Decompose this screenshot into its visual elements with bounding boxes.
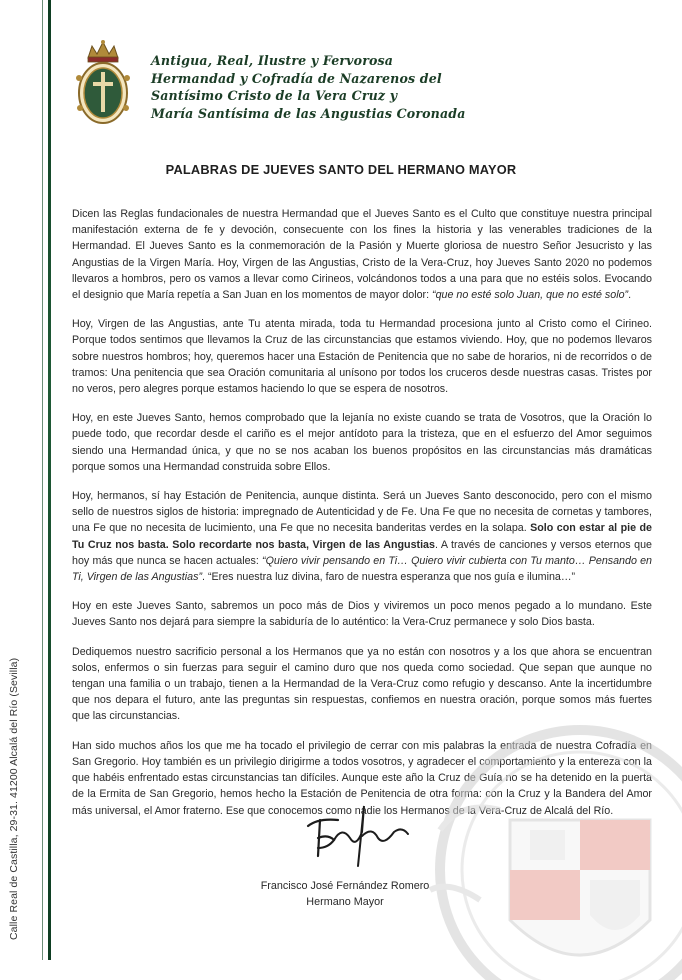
signer-name: Francisco José Fernández Romero: [260, 880, 430, 892]
brotherhood-crest-icon: [74, 38, 132, 128]
brotherhood-name-line: María Santísima de las Angustias Coronada: [151, 105, 466, 121]
paragraph-5: Hoy en este Jueves Santo, sabremos un poco más de Dios y viviremos un poco menos pegado a lo mundano. Este Jueves Santo nos dejará para siempre la sabiduría de lo auténtico: la Vera-Cruz permanece y solo Dios basta.: [72, 600, 652, 629]
paragraph-4: [72, 488, 652, 585]
paragraph-1-quote: “que no esté solo Juan, que no esté solo”: [432, 289, 629, 302]
paragraph-7: Han sido muchos años los que me ha tocado el privilegio de cerrar con mis palabras la entrada de nuestra Cofradía en San Gregorio. Hoy también es un privilegio dirigirme a todos vosotros, y agradecer el comportamiento y la entereza con la que habéis enfrentado estas circunstancias tan difíciles. Aunque este año la Cruz de Guía no se ha detenido en la puerta de la Ermita de San Gregorio, hemos hecho la Estación de Penitencia de otra forma: con la Cruz y la Bandera del Amor más universal, el Amor fraterno. Ese que conocemos como nadie los Hermanos de la Vera-Cruz de Alcalá del Río.: [72, 739, 652, 817]
paragraph-1-end: .: [628, 289, 632, 302]
coat-of-arms-watermark-icon: [380, 690, 682, 980]
paragraph-6: Dediquemos nuestro sacrificio personal a los Hermanos que ya no están con nosotros y a los que ahora se encuentran solos, enfermos o sin fuerzas para seguir el camino duro que nos queda como sociedad. Que sepan que aunque no tengan una familia o un trabajo, tienen a la Hermandad de la Vera-Cruz como refugio y descanso. Ante la incertidumbre que nos depara el futuro, ante las preguntas sin respuestas, confiemos en nuestra oración, porque somos más fuertes que las circunstancias.: [72, 645, 652, 723]
brotherhood-name-line: Hermandad y Cofradía de Nazarenos del: [151, 70, 442, 86]
thin-margin-rule: [42, 0, 43, 960]
paragraph-1-text: Dicen las Reglas fundacionales de nuestra Hermandad que el Jueves Santo es el Culto que constituye nuestra principal manifestación externa de fe y devoción, consecuente con los fines la historia y las venerables tradiciones de la Hermandad. El Jueves Santo es la conmemoración de la Pasión y Muerte gloriosa de nuestro Señor Jesucristo y las Angustias de la Virgen María. Hoy, Virgen de las Angustias, Cristo de la Vera-Cruz, hoy Jueves Santo 2020 no podemos llevaros a hombros, pero os vamos a llevar como Cirineos, volcándonos todos a una para que no estéis solos. Evocando el designio que María repetía a San Juan en los momentos de mayor dolor:: [72, 208, 652, 302]
brotherhood-name-line: Santísimo Cristo de la Vera Cruz y: [151, 88, 398, 103]
signer-role: Hermano Mayor: [306, 896, 384, 908]
paragraph-1: [72, 206, 652, 303]
signer-block: [230, 878, 460, 910]
side-address: Calle Real de Castilla, 29-31. 41200 Alcalá del Río (Sevilla): [8, 657, 20, 940]
paragraph-2: Hoy, Virgen de las Angustias, ante Tu atenta mirada, toda tu Hermandad procesiona junto al Cristo como el Cirineo. Porque todos sentimos que llevamos la Cruz de las circunstancias que estamos viviendo. Hoy, que no podemos llevaros sobre nuestros hombros; hoy, queremos hacer una Estación de Penitencia que no sabe de horarios, ni de recorridos o de tramos: Una penitencia que sea Oración comunitaria al unísono por todos los cruceros desde nuestras casas. Tristes por no veros, pero alegres porque estamos haciendo lo que se espera de nosotros.: [72, 318, 652, 396]
paragraph-4-text-c: . “Eres nuestra luz divina, faro de nuestra esperanza que nos guía e ilumina…”: [202, 571, 576, 584]
brotherhood-name: [151, 52, 466, 122]
paragraph-4-bold: Solo con estar al pie de Tu Cruz nos basta. Solo recordarte nos basta, Virgen de las Angustias: [72, 522, 652, 551]
brotherhood-name-line: Antigua, Real, Ilustre y Fervorosa: [151, 53, 394, 68]
paragraph-3: Hoy, en este Jueves Santo, hemos comprobado que la lejanía no existe cuando se trata de Vosotros, que la Oración lo puede todo, que recordar desde el cariño es el mejor antídoto para la tristeza, que en el esfuerzo del Amor seguimos siendo una Hermandad única, y que no se nos acaban los buenos propósitos en las circunstancias más dramáticas porque somos una Hermandad construida sobre Ellos.: [72, 412, 652, 473]
paragraph-4-text-b: . A través de canciones y versos eternos que hoy más que nunca se hacen actuales:: [72, 538, 652, 567]
document-title: PALABRAS DE JUEVES SANTO DEL HERMANO MAYOR: [165, 162, 517, 177]
green-margin-rule: [48, 0, 51, 960]
paragraph-4-text-a: Hoy, hermanos, sí hay Estación de Penitencia, aunque distinta. Será un Jueves Santo desconocido, pero con el mismo sello de nuestros siglos de historia: impregnado de Autenticidad y de Fe. Una Fe que no necesita de cornetas y tambores, una Fe que no necesita de lucimiento, una Fe que no necesita banderitas verdes en la solapa.: [72, 490, 652, 535]
letterhead: [74, 36, 634, 136]
paragraph-4-quote: “Quiero vivir pensando en Ti… Quiero vivir cubierta con Tu manto… Pensando en Ti, Virgen de las Angustias”: [72, 554, 652, 584]
handwritten-signature: [298, 796, 418, 876]
